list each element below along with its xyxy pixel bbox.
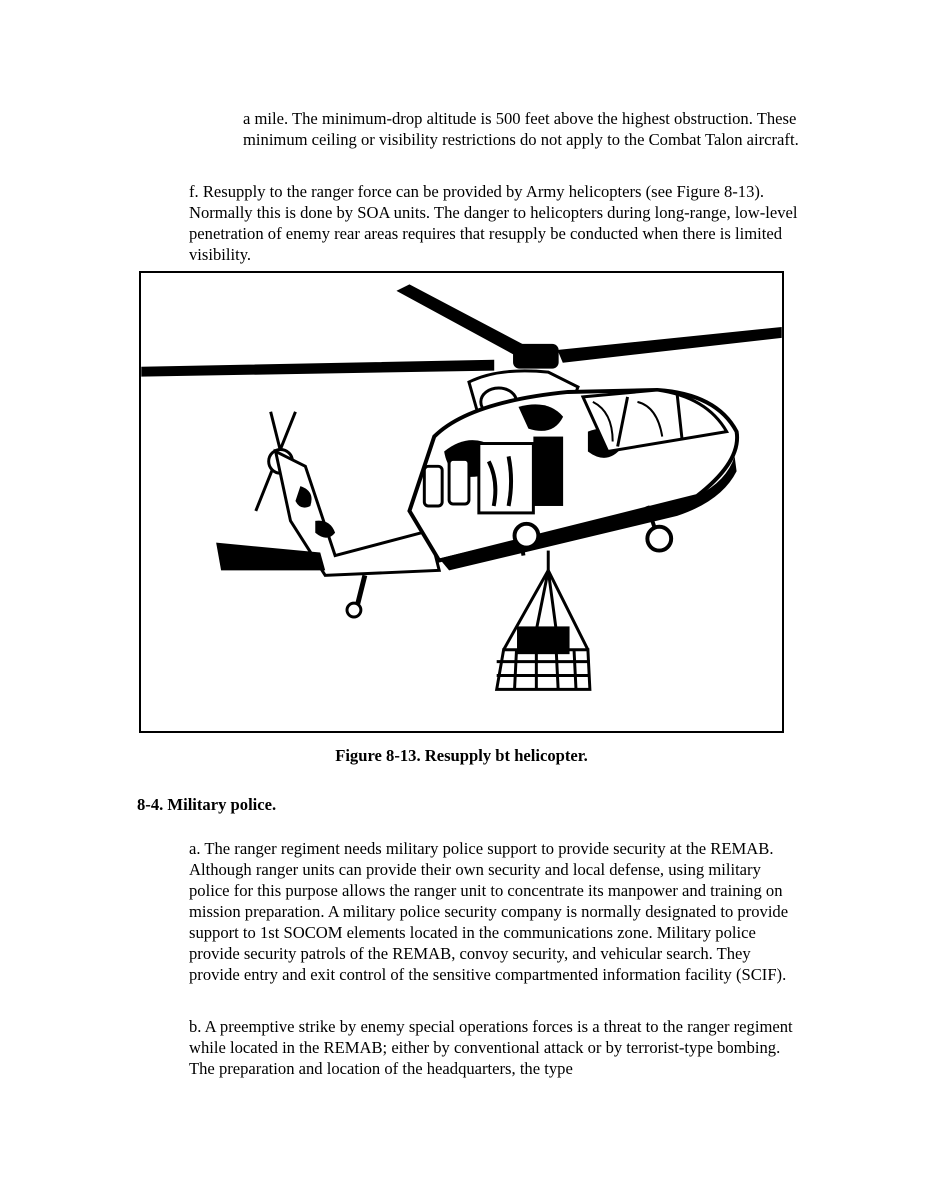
sling-load bbox=[497, 551, 590, 690]
helicopter-illustration bbox=[141, 273, 782, 731]
tail-boom bbox=[216, 451, 439, 617]
fuselage bbox=[409, 390, 737, 570]
paragraph-a: a. The ranger regiment needs military police support to provide security at the REMAB. Although ranger units can provide their own security and local defense, using military police for this purpose allows the ranger unit to concentrate its manpower and training on mission preparation. A military police security company is normally designated to provide support to 1st SOCOM elements located in the communications zone. Military police provide security patrols of the REMAB, convoy security, and vehicular search. They provide entry and exit control of the sensitive compartmented information facility (SCIF). bbox=[189, 839, 789, 984]
paragraph-b: b. A preemptive strike by enemy special operations forces is a threat to the ranger regiment while located in the REMAB; either by conventional attack or by terrorist-type bombing. The preparation and location of the headquarters, the type bbox=[189, 1017, 793, 1078]
figure-caption: Figure 8-13. Resupply bt helicopter. bbox=[335, 746, 588, 765]
paragraph-continuation: a mile. The minimum-drop altitude is 500 feet above the highest obstruction. These minimum ceiling or visibility restrictions do not apply to the Combat Talon aircraft. bbox=[243, 109, 799, 149]
figure-helicopter bbox=[139, 271, 784, 733]
paragraph-f: f. Resupply to the ranger force can be provided by Army helicopters (see Figure 8-13). Normally this is done by SOA units. The danger to helicopters during long-range, low-level penetration of enemy rear areas requires that resupply be conducted when there is limited visibility. bbox=[189, 182, 798, 264]
section-heading: 8-4. Military police. bbox=[137, 795, 277, 814]
